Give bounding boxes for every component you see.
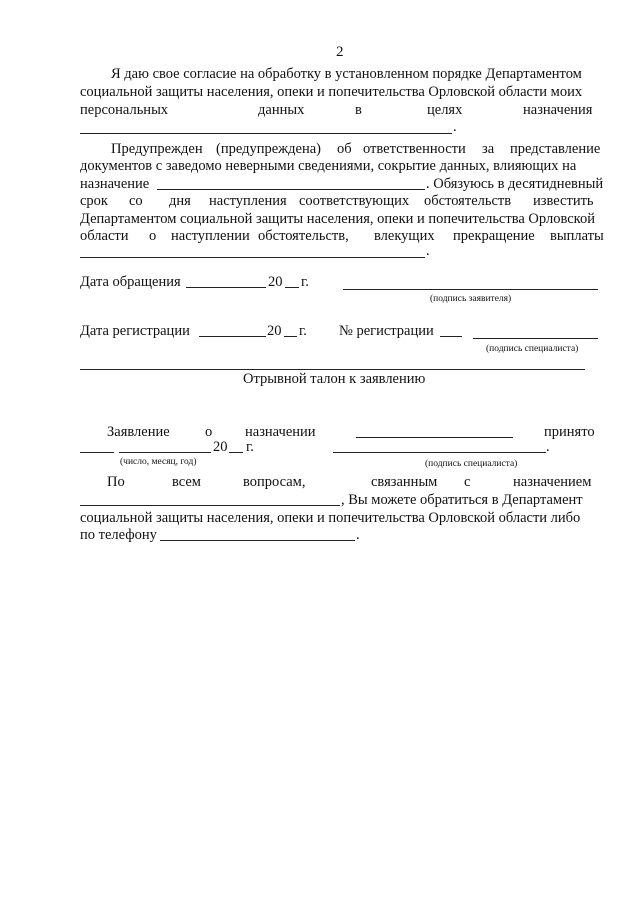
applicant-signature-caption: (подпись заявителя) [430, 294, 512, 304]
registration-year-suffix: г. [299, 323, 307, 339]
tear-off-signature-caption: (подпись специалиста) [425, 459, 518, 469]
questions-word-1: По [107, 474, 125, 490]
application-date-label: Дата обращения [80, 274, 181, 290]
specialist-signature-field[interactable] [473, 338, 598, 339]
applicant-signature-field[interactable] [343, 289, 598, 290]
registration-number-label: № регистрации [339, 323, 434, 339]
warning-line-3-end: . Обязуюсь в десятидневный [426, 176, 604, 192]
tear-off-end-mark: . [546, 439, 550, 455]
tear-off-accepted: принято [544, 424, 595, 440]
warning-line-4-word-1: срок [80, 193, 108, 209]
warning-line-6-word-4: обстоятельств, [258, 228, 349, 244]
page-number: 2 [336, 44, 344, 60]
warning-line-4-word-6: обстоятельств [424, 193, 512, 209]
consent-words-2: данных [258, 102, 305, 118]
warning-termination-field[interactable] [80, 257, 425, 258]
registration-date-label: Дата регистрации [80, 323, 190, 339]
warning-line-6-word-5: влекущих [374, 228, 435, 244]
tear-off-benefit-field[interactable] [356, 437, 513, 438]
consent-words-1: персональных [80, 102, 169, 118]
questions-word-6: назначением [513, 474, 592, 490]
questions-line-2-end: , Вы можете обратиться в Департамент [341, 492, 583, 508]
warning-line-2: документов с заведомо неверными сведениями, сокрытие данных, влияющих на [80, 158, 577, 174]
warning-line-6-word-2: о [149, 228, 157, 244]
consent-words-3: в [355, 102, 362, 118]
warning-line-4-word-7: известить [533, 193, 594, 209]
tear-off-year-suffix: г. [246, 439, 254, 455]
tear-off-year-prefix: 20 [213, 439, 228, 455]
warning-line-6-word-7: выплаты [550, 228, 604, 244]
questions-word-4: связанным [371, 474, 438, 490]
warning-line-4-word-5: соответствующих [299, 193, 410, 209]
warning-assignment-field[interactable] [157, 189, 425, 190]
warning-line-4-word-3: дня [169, 193, 191, 209]
registration-year-field[interactable] [284, 336, 297, 337]
questions-phone-field[interactable] [160, 540, 355, 541]
warning-line-4-word-4: наступления [209, 193, 287, 209]
questions-benefit-field[interactable] [80, 505, 340, 506]
application-year-suffix: г. [301, 274, 309, 290]
consent-line-2: социальной защиты населения, опеки и попечительства Орловской области моих [80, 84, 583, 100]
warning-word-3: об [337, 141, 352, 157]
warning-line-6-word-6: прекращение [453, 228, 535, 244]
consent-end-mark: . [453, 119, 457, 135]
specialist-signature-caption: (подпись специалиста) [486, 344, 579, 354]
tear-off-day-field[interactable] [80, 452, 114, 453]
tear-off-word-2: о [205, 424, 213, 440]
registration-number-field[interactable] [440, 336, 462, 337]
questions-word-5: с [464, 474, 471, 490]
warning-line-6-word-3: наступлении [171, 228, 250, 244]
questions-line-3: социальной защиты населения, опеки и попечительства Орловской области либо [80, 510, 581, 526]
consent-words-4: целях [427, 102, 463, 118]
questions-word-2: всем [172, 474, 201, 490]
tear-off-date-caption: (число, месяц, год) [120, 457, 197, 467]
warning-end-mark: . [426, 243, 430, 259]
application-date-field[interactable] [186, 287, 266, 288]
warning-word-1: Предупрежден [111, 141, 203, 157]
questions-phone-label: по телефону [80, 527, 157, 543]
consent-words-5: назначения [523, 102, 593, 118]
registration-date-field[interactable] [199, 336, 266, 337]
warning-word-2: (предупреждена) [216, 141, 322, 157]
tear-off-word-3: назначении [245, 424, 316, 440]
consent-line-1: Я даю свое согласие на обработку в установленном порядке Департаментом [111, 66, 582, 82]
application-year-prefix: 20 [268, 274, 283, 290]
warning-line-6-word-1: области [80, 228, 129, 244]
warning-line-5: Департаментом социальной защиты населения, опеки и попечительства Орловской [80, 211, 595, 227]
warning-line-3-start: назначение [80, 176, 150, 192]
registration-year-prefix: 20 [267, 323, 282, 339]
warning-line-4-word-2: со [129, 193, 143, 209]
tear-off-month-field[interactable] [119, 452, 211, 453]
warning-word-5: за [482, 141, 495, 157]
tear-off-word-1: Заявление [107, 424, 170, 440]
warning-word-6: представление [510, 141, 601, 157]
tear-off-title: Отрывной талон к заявлению [243, 371, 426, 387]
tear-off-signature-field[interactable] [333, 452, 546, 453]
tear-off-year-field[interactable] [229, 452, 243, 453]
warning-word-4: ответственности [363, 141, 466, 157]
application-year-field[interactable] [285, 287, 299, 288]
tear-off-cut-line [80, 369, 585, 370]
consent-purpose-field[interactable] [80, 133, 452, 134]
questions-word-3: вопросам, [243, 474, 306, 490]
questions-end-mark: . [356, 527, 360, 543]
